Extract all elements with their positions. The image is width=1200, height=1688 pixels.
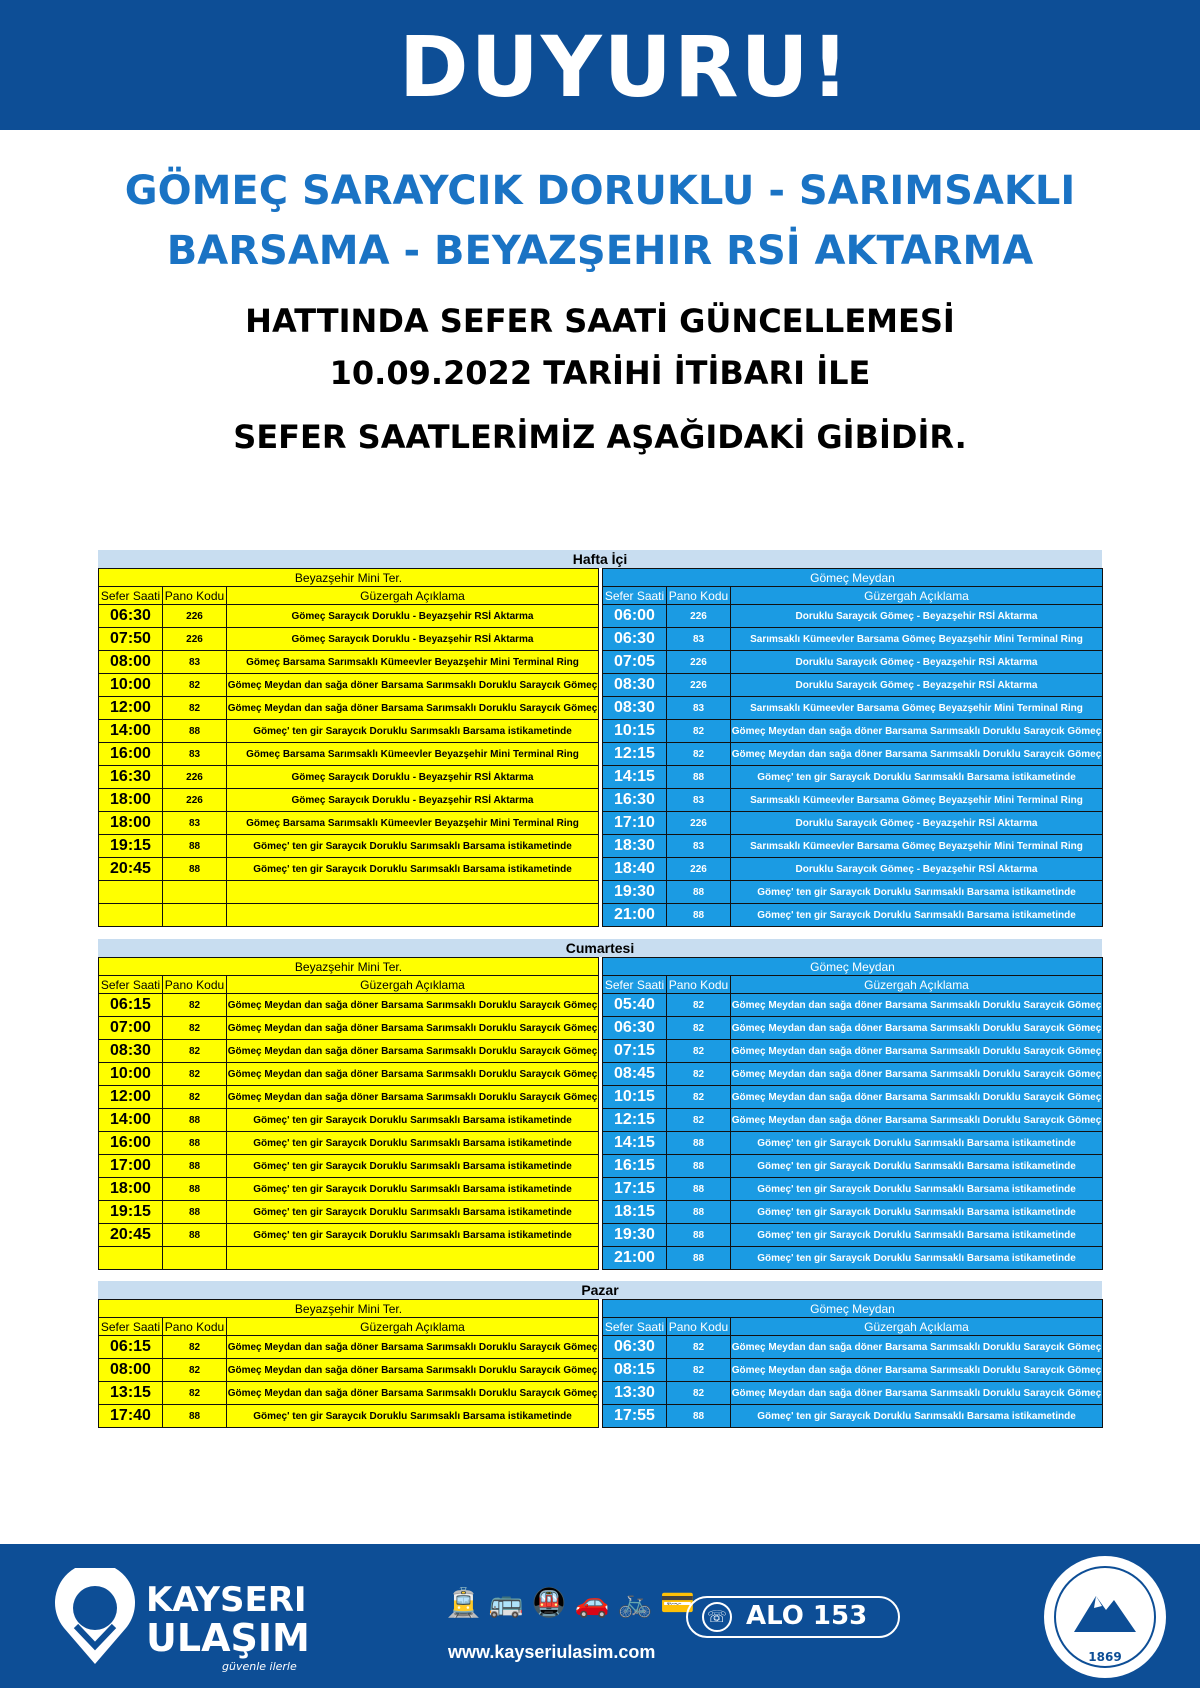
departure-time: 07:15 [603,1040,667,1063]
route-description: Gömeç Meydan dan sağa döner Barsama Sarımsaklı Doruklu Saraycık Gömeç [731,1017,1103,1040]
table-row [99,1178,599,1201]
schedule-table-right [602,957,1103,1270]
mountain-emblem-icon [1072,1586,1138,1636]
col-header-code: Pano Kodu [163,1318,227,1336]
departure-time: 17:40 [99,1405,163,1428]
route-description: Gömeç' ten gir Saraycık Doruklu Sarımsaklı Barsama istikametinde [227,858,599,881]
route-description: Doruklu Saraycık Gömeç - Beyazşehir RSİ Aktarma [731,605,1103,628]
departure-time: 18:15 [603,1201,667,1224]
board-code [163,881,227,904]
board-code [163,904,227,927]
departure-time: 16:30 [99,766,163,789]
departure-time: 16:00 [99,1132,163,1155]
route-description: Gömeç' ten gir Saraycık Doruklu Sarımsaklı Barsama istikametinde [227,1201,599,1224]
board-code: 82 [667,1017,731,1040]
route-description: Gömeç' ten gir Saraycık Doruklu Sarımsaklı Barsama istikametinde [227,1132,599,1155]
departure-time [99,881,163,904]
col-header-code: Pano Kodu [667,1318,731,1336]
table-row [603,1086,1103,1109]
departure-time: 19:15 [99,1201,163,1224]
col-header-time: Sefer Saati [99,976,163,994]
board-code: 226 [667,651,731,674]
table-row [99,697,599,720]
departure-time: 08:30 [99,1040,163,1063]
departure-time: 07:05 [603,651,667,674]
schedule-table-right [602,568,1103,927]
table-row [603,697,1103,720]
table-row [603,881,1103,904]
route-description: Gömeç Meydan dan sağa döner Barsama Sarımsaklı Doruklu Saraycık Gömeç [731,1086,1103,1109]
departure-time: 06:00 [603,605,667,628]
table-row [603,1040,1103,1063]
route-description: Gömeç Meydan dan sağa döner Barsama Sarımsaklı Doruklu Saraycık Gömeç [731,1359,1103,1382]
board-code: 88 [667,1224,731,1247]
section-header: Hafta İçi [98,550,1102,568]
departure-time [99,904,163,927]
departure-time: 14:15 [603,766,667,789]
board-code: 88 [163,858,227,881]
departure-time: 18:00 [99,812,163,835]
route-description: Gömeç' ten gir Saraycık Doruklu Sarımsaklı Barsama istikametinde [227,1224,599,1247]
board-code: 88 [667,881,731,904]
table-row [603,651,1103,674]
route-description: Gömeç Meydan dan sağa döner Barsama Sarımsaklı Doruklu Saraycık Gömeç [731,1040,1103,1063]
departure-time: 08:00 [99,651,163,674]
table-row [603,904,1103,927]
table-row [99,605,599,628]
hotline-number: ALO 153 [746,1601,868,1631]
route-description: Gömeç' ten gir Saraycık Doruklu Sarımsaklı Barsama istikametinde [731,1224,1103,1247]
departure-time: 10:15 [603,1086,667,1109]
col-header-time: Sefer Saati [603,976,667,994]
route-description: Gömeç Meydan dan sağa döner Barsama Sarımsaklı Doruklu Saraycık Gömeç [731,1382,1103,1405]
table-row [99,1336,599,1359]
departure-time: 19:30 [603,881,667,904]
board-code: 226 [163,628,227,651]
board-code: 88 [667,1201,731,1224]
route-description: Gömeç Meydan dan sağa döner Barsama Sarımsaklı Doruklu Saraycık Gömeç [227,1359,599,1382]
departure-time: 06:30 [603,1336,667,1359]
seal-year: 1869 [1088,1650,1122,1664]
col-header-time: Sefer Saati [603,587,667,605]
route-description: Gömeç Meydan dan sağa döner Barsama Sarımsaklı Doruklu Saraycık Gömeç [227,994,599,1017]
departure-time: 16:30 [603,789,667,812]
phone-icon: ☏ [702,1602,732,1632]
municipality-seal-icon [1044,1556,1166,1678]
departure-time: 19:15 [99,835,163,858]
route-description: Gömeç' ten gir Saraycık Doruklu Sarımsaklı Barsama istikametinde [731,1132,1103,1155]
table-row [99,789,599,812]
route-description: Gömeç' ten gir Saraycık Doruklu Sarımsaklı Barsama istikametinde [731,1405,1103,1428]
board-code: 82 [667,1086,731,1109]
route-description: Doruklu Saraycık Gömeç - Beyazşehir RSİ Aktarma [731,651,1103,674]
col-header-code: Pano Kodu [163,587,227,605]
board-code: 88 [163,1224,227,1247]
table-row [603,835,1103,858]
table-row [603,628,1103,651]
board-code: 82 [667,720,731,743]
board-code: 82 [163,1359,227,1382]
board-code: 82 [163,1063,227,1086]
route-description: Sarımsaklı Kümeevler Barsama Gömeç Beyazşehir Mini Terminal Ring [731,697,1103,720]
board-code: 226 [667,674,731,697]
schedule-table-right [602,1299,1103,1428]
route-description: Gömeç Meydan dan sağa döner Barsama Sarımsaklı Doruklu Saraycık Gömeç [227,1040,599,1063]
route-description: Gömeç' ten gir Saraycık Doruklu Sarımsaklı Barsama istikametinde [227,1155,599,1178]
board-code: 88 [163,1201,227,1224]
board-code: 88 [667,1178,731,1201]
table-row [603,1109,1103,1132]
departure-time: 20:45 [99,1224,163,1247]
table-row [99,904,599,927]
board-code: 88 [667,1155,731,1178]
board-code: 88 [163,1178,227,1201]
route-description: Gömeç Meydan dan sağa döner Barsama Sarımsaklı Doruklu Saraycık Gömeç [227,1017,599,1040]
table-row [99,766,599,789]
route-description: Gömeç' ten gir Saraycık Doruklu Sarımsaklı Barsama istikametinde [227,835,599,858]
board-code: 82 [163,697,227,720]
board-code: 88 [667,1247,731,1270]
departure-time: 08:45 [603,1063,667,1086]
board-code: 82 [163,674,227,697]
brand-name-line2: ULAŞIM [146,1616,310,1660]
table-row [99,1201,599,1224]
route-description: Gömeç' ten gir Saraycık Doruklu Sarımsaklı Barsama istikametinde [731,904,1103,927]
departure-time: 18:30 [603,835,667,858]
board-code: 82 [667,994,731,1017]
departure-time: 18:00 [99,789,163,812]
table-row [99,628,599,651]
table-row [99,1040,599,1063]
notice-line3: SEFER SAATLERİMİZ AŞAĞIDAKİ GİBİDİR. [233,418,967,456]
departure-time: 06:30 [603,628,667,651]
route-description: Gömeç Meydan dan sağa döner Barsama Sarımsaklı Doruklu Saraycık Gömeç [731,1063,1103,1086]
departure-time: 14:00 [99,1109,163,1132]
brand-slogan: güvenle ilerle [222,1660,297,1673]
route-description: Gömeç Barsama Sarımsaklı Kümeevler Beyazşehir Mini Terminal Ring [227,743,599,766]
departure-time: 07:00 [99,1017,163,1040]
table-row [603,1155,1103,1178]
board-code: 226 [667,858,731,881]
table-row [603,858,1103,881]
board-code: 226 [163,789,227,812]
board-code: 82 [163,1017,227,1040]
route-title-line2: BARSAMA - BEYAZŞEHIR RSİ AKTARMA [166,228,1034,274]
table-row [99,994,599,1017]
table-row [603,1359,1103,1382]
board-code: 82 [667,1109,731,1132]
table-row [603,812,1103,835]
table-row [603,1017,1103,1040]
board-code: 82 [667,1382,731,1405]
departure-time: 13:30 [603,1382,667,1405]
route-description [227,904,599,927]
route-description [227,881,599,904]
route-description: Gömeç Meydan dan sağa döner Barsama Sarımsaklı Doruklu Saraycık Gömeç [227,1086,599,1109]
route-description: Gömeç Saraycık Doruklu - Beyazşehir RSİ Aktarma [227,628,599,651]
notice-line2: 10.09.2022 TARİHİ İTİBARI İLE [329,354,871,392]
table-row [603,1382,1103,1405]
route-description: Sarımsaklı Kümeevler Barsama Gömeç Beyazşehir Mini Terminal Ring [731,628,1103,651]
route-description: Sarımsaklı Kümeevler Barsama Gömeç Beyazşehir Mini Terminal Ring [731,835,1103,858]
announcement-title: DUYURU! [398,18,852,116]
table-row [99,651,599,674]
schedule-table-left [98,1299,599,1428]
route-description: Gömeç Meydan dan sağa döner Barsama Sarımsaklı Doruklu Saraycık Gömeç [731,1109,1103,1132]
col-header-code: Pano Kodu [163,976,227,994]
direction-label: Beyazşehir Mini Ter. [99,1300,599,1318]
route-title-line1: GÖMEÇ SARAYCIK DORUKLU - SARIMSAKLI [124,168,1076,214]
table-row [603,743,1103,766]
departure-time: 08:30 [603,697,667,720]
departure-time [99,1247,163,1270]
hotline-badge[interactable] [686,1596,900,1638]
route-description [227,1247,599,1270]
direction-label: Gömeç Meydan [603,1300,1103,1318]
route-description: Gömeç Meydan dan sağa döner Barsama Sarımsaklı Doruklu Saraycık Gömeç [227,674,599,697]
departure-time: 06:15 [99,1336,163,1359]
route-description: Gömeç Saraycık Doruklu - Beyazşehir RSİ Aktarma [227,766,599,789]
route-description: Gömeç Meydan dan sağa döner Barsama Sarımsaklı Doruklu Saraycık Gömeç [731,1336,1103,1359]
departure-time: 18:40 [603,858,667,881]
board-code: 82 [667,1040,731,1063]
route-description: Gömeç Meydan dan sağa döner Barsama Sarımsaklı Doruklu Saraycık Gömeç [731,720,1103,743]
route-description: Gömeç Saraycık Doruklu - Beyazşehir RSİ Aktarma [227,605,599,628]
table-row [603,1336,1103,1359]
departure-time: 20:45 [99,858,163,881]
board-code: 83 [667,628,731,651]
departure-time: 17:15 [603,1178,667,1201]
departure-time: 14:15 [603,1132,667,1155]
route-description: Gömeç' ten gir Saraycık Doruklu Sarımsaklı Barsama istikametinde [731,1201,1103,1224]
table-row [99,881,599,904]
board-code: 226 [667,605,731,628]
departure-time: 06:30 [99,605,163,628]
table-row [99,858,599,881]
brand-name-line1: KAYSERI [146,1580,307,1620]
board-code: 82 [163,1336,227,1359]
departure-time: 16:00 [99,743,163,766]
board-code: 88 [163,1132,227,1155]
table-row [603,1063,1103,1086]
departure-time: 08:00 [99,1359,163,1382]
departure-time: 06:15 [99,994,163,1017]
table-row [603,720,1103,743]
departure-time: 08:30 [603,674,667,697]
col-header-desc: Güzergah Açıklama [731,587,1103,605]
table-row [603,994,1103,1017]
col-header-desc: Güzergah Açıklama [227,976,599,994]
departure-time: 17:00 [99,1155,163,1178]
departure-time: 16:15 [603,1155,667,1178]
table-row [99,1063,599,1086]
board-code: 82 [667,1063,731,1086]
route-description: Gömeç' ten gir Saraycık Doruklu Sarımsaklı Barsama istikametinde [227,720,599,743]
table-row [99,1247,599,1270]
board-code: 88 [163,835,227,858]
route-description: Gömeç' ten gir Saraycık Doruklu Sarımsaklı Barsama istikametinde [731,881,1103,904]
direction-label: Beyazşehir Mini Ter. [99,569,599,587]
board-code [163,1247,227,1270]
header-banner [0,0,1200,130]
route-description: Gömeç' ten gir Saraycık Doruklu Sarımsaklı Barsama istikametinde [227,1178,599,1201]
board-code: 83 [163,812,227,835]
route-description: Doruklu Saraycık Gömeç - Beyazşehir RSİ Aktarma [731,674,1103,697]
table-row [603,1247,1103,1270]
direction-label: Gömeç Meydan [603,958,1103,976]
departure-time: 10:00 [99,1063,163,1086]
table-row [603,1201,1103,1224]
board-code: 88 [163,1405,227,1428]
table-row [603,1132,1103,1155]
notice-line1: HATTINDA SEFER SAATİ GÜNCELLEMESİ [245,302,955,340]
departure-time: 12:00 [99,1086,163,1109]
table-row [99,1155,599,1178]
footer-banner [0,1544,1200,1688]
table-row [99,674,599,697]
table-row [99,812,599,835]
route-description: Gömeç Meydan dan sağa döner Barsama Sarımsaklı Doruklu Saraycık Gömeç [227,1336,599,1359]
board-code: 82 [163,994,227,1017]
col-header-desc: Güzergah Açıklama [227,587,599,605]
direction-label: Gömeç Meydan [603,569,1103,587]
departure-time: 10:15 [603,720,667,743]
departure-time: 14:00 [99,720,163,743]
website-link[interactable]: www.kayseriulasim.com [448,1642,656,1662]
route-description: Gömeç' ten gir Saraycık Doruklu Sarımsaklı Barsama istikametinde [731,1155,1103,1178]
table-row [99,743,599,766]
section-header: Cumartesi [98,939,1102,957]
route-description: Gömeç Saraycık Doruklu - Beyazşehir RSİ Aktarma [227,789,599,812]
schedule-table-left [98,568,599,927]
board-code: 82 [667,1336,731,1359]
direction-label: Beyazşehir Mini Ter. [99,958,599,976]
board-code: 88 [667,766,731,789]
table-row [99,1359,599,1382]
board-code: 88 [163,1109,227,1132]
departure-time: 12:15 [603,743,667,766]
table-row [99,1224,599,1247]
board-code: 88 [667,904,731,927]
departure-time: 10:00 [99,674,163,697]
board-code: 83 [667,835,731,858]
board-code: 83 [163,743,227,766]
route-description: Gömeç' ten gir Saraycık Doruklu Sarımsaklı Barsama istikametinde [227,1109,599,1132]
col-header-desc: Güzergah Açıklama [227,1318,599,1336]
table-row [99,1382,599,1405]
route-description: Gömeç Barsama Sarımsaklı Kümeevler Beyazşehir Mini Terminal Ring [227,651,599,674]
board-code: 88 [667,1132,731,1155]
departure-time: 17:55 [603,1405,667,1428]
board-code: 82 [667,743,731,766]
route-description: Doruklu Saraycık Gömeç - Beyazşehir RSİ Aktarma [731,812,1103,835]
departure-time: 06:30 [603,1017,667,1040]
table-row [99,1086,599,1109]
departure-time: 21:00 [603,1247,667,1270]
route-description: Gömeç' ten gir Saraycık Doruklu Sarımsaklı Barsama istikametinde [731,766,1103,789]
departure-time: 07:50 [99,628,163,651]
col-header-code: Pano Kodu [667,587,731,605]
route-description: Gömeç' ten gir Saraycık Doruklu Sarımsaklı Barsama istikametinde [227,1405,599,1428]
col-header-time: Sefer Saati [99,587,163,605]
board-code: 88 [163,1155,227,1178]
table-row [603,605,1103,628]
schedule-table-left [98,957,599,1270]
location-pin-logo-icon [52,1568,138,1668]
departure-time: 12:15 [603,1109,667,1132]
table-row [99,1132,599,1155]
departure-time: 08:15 [603,1359,667,1382]
table-row [99,1405,599,1428]
board-code: 82 [667,1359,731,1382]
departure-time: 12:00 [99,697,163,720]
departure-time: 21:00 [603,904,667,927]
departure-time: 17:10 [603,812,667,835]
board-code: 226 [667,812,731,835]
table-row [603,1405,1103,1428]
board-code: 88 [667,1405,731,1428]
route-description: Gömeç' ten gir Saraycık Doruklu Sarımsaklı Barsama istikametinde [731,1247,1103,1270]
departure-time: 05:40 [603,994,667,1017]
transport-modes-icon: 🚊🚌🚇🚗🚲💳 [446,1586,704,1619]
table-row [99,1109,599,1132]
table-row [99,1017,599,1040]
table-row [603,766,1103,789]
route-description: Gömeç Barsama Sarımsaklı Kümeevler Beyazşehir Mini Terminal Ring [227,812,599,835]
col-header-time: Sefer Saati [603,1318,667,1336]
departure-time: 19:30 [603,1224,667,1247]
route-description: Gömeç Meydan dan sağa döner Barsama Sarımsaklı Doruklu Saraycık Gömeç [731,743,1103,766]
board-code: 226 [163,766,227,789]
section-header: Pazar [98,1281,1102,1299]
table-row [603,1224,1103,1247]
board-code: 88 [163,720,227,743]
col-header-time: Sefer Saati [99,1318,163,1336]
board-code: 82 [163,1086,227,1109]
col-header-desc: Güzergah Açıklama [731,976,1103,994]
table-row [603,789,1103,812]
board-code: 82 [163,1040,227,1063]
board-code: 226 [163,605,227,628]
departure-time: 13:15 [99,1382,163,1405]
col-header-code: Pano Kodu [667,976,731,994]
table-row [99,720,599,743]
board-code: 83 [163,651,227,674]
table-row [99,835,599,858]
board-code: 83 [667,789,731,812]
board-code: 82 [163,1382,227,1405]
route-description: Gömeç Meydan dan sağa döner Barsama Sarımsaklı Doruklu Saraycık Gömeç [227,1382,599,1405]
departure-time: 18:00 [99,1178,163,1201]
table-row [603,674,1103,697]
table-row [603,1178,1103,1201]
route-description: Gömeç Meydan dan sağa döner Barsama Sarımsaklı Doruklu Saraycık Gömeç [227,697,599,720]
route-description: Doruklu Saraycık Gömeç - Beyazşehir RSİ Aktarma [731,858,1103,881]
route-description: Gömeç Meydan dan sağa döner Barsama Sarımsaklı Doruklu Saraycık Gömeç [227,1063,599,1086]
route-description: Gömeç' ten gir Saraycık Doruklu Sarımsaklı Barsama istikametinde [731,1178,1103,1201]
route-description: Sarımsaklı Kümeevler Barsama Gömeç Beyazşehir Mini Terminal Ring [731,789,1103,812]
route-description: Gömeç Meydan dan sağa döner Barsama Sarımsaklı Doruklu Saraycık Gömeç [731,994,1103,1017]
col-header-desc: Güzergah Açıklama [731,1318,1103,1336]
board-code: 83 [667,697,731,720]
